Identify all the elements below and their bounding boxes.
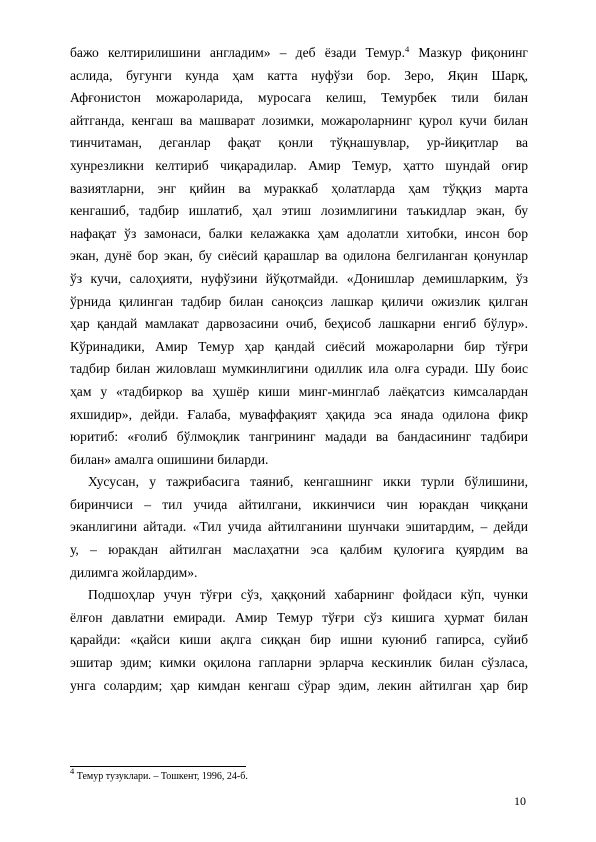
footnote-reference[interactable]: 4 (404, 44, 410, 54)
page-number: 10 (514, 794, 526, 808)
text-line: у, – юракдан айтилган маслаҳатни эса қалбим қулоғига қуярдим ва (70, 542, 528, 558)
text-line: Подшоҳлар учун тўғри сўз, ҳаққоний хабарнинг фойдаси кўп, чунки (88, 587, 528, 603)
text-line: ўрнида қилинган тадбир билан саноқсиз лашкар қиличи ожизлик қилган (70, 293, 528, 309)
text-line: эшитар эдим; кимки оқилона гапларни эрларча кескинлик билан сўзласа, (70, 655, 528, 671)
text-line: Кўринадики, Амир Темур ҳар қандай сиёсий можароларни бир тўғри (70, 338, 528, 354)
text-line: экан, дунё бор экан, бу сиёсий қарашлар ва одилона белгиланган қонунлар (70, 248, 528, 264)
text-line: айтганда, кенгаш ва машварат лозимки, можароларнинг қурол кучи билан (70, 112, 528, 128)
text-line: бажо келтирилишини англадим» – деб ёзади Темур.$^4$ Мазкур фиқонинг (70, 44, 528, 60)
text-line: дилимга жойлардим». (70, 564, 198, 580)
text-line: Хусусан, у тажрибасига таяниб, кенгашнинг икки турли бўлишини, (88, 474, 528, 490)
text-line: ҳам у «тадбиркор ва ҳушёр киши минг-минглаб лаёқатсиз кимсалардан (70, 383, 528, 399)
text-line: хунрезликни келтириб чиқарадилар. Амир Темур, ҳатто шундай оғир (70, 157, 528, 173)
footnote (70, 766, 528, 783)
text-line: ёлғон давлатни емиради. Амир Темур тўғри сўз кишига ҳурмат билан (70, 609, 528, 625)
text-line: тадбир билан жиловлаш мумкинлигини одиллик ила олға суради. Шу боис (70, 361, 528, 377)
text-line: Афғонистон можароларида, муросага келиш, Темурбек тили билан (70, 90, 528, 106)
text-line: қарайди: «қайси киши ақлга сиққан бир ишни куюниб гапирса, суйиб (70, 632, 528, 648)
text-line: билан» амалга ошишини биларди. (70, 451, 269, 467)
text-line: яхшидир», дейди. Ғалаба, муваффақият ҳақида эса янада одилона фикр (70, 406, 528, 422)
text-line: аслида, бугунги кунда ҳам катта нуфўзи бор. Зеро, Яқин Шарқ, (70, 67, 528, 83)
footnote-separator (70, 766, 246, 767)
footnote-marker: 4 (70, 766, 75, 776)
text-line: вазиятларни, энг қийин ва мураккаб ҳолатларда ҳам тўққиз марта (70, 180, 528, 196)
text-line: ўз кучи, салоҳияти, нуфўзини йўқотмайди. «Донишлар демишларким, ўз (70, 270, 528, 286)
text-line: кенгашиб, тадбир ишлатиб, ҳал этиш лозимлигини таъкидлар экан, бу (70, 203, 528, 219)
text-line: эканлигини айтади. «Тил учида айтилганини шунчаки эшитардим, – дейди (70, 519, 528, 535)
text-line: юритиб: «ғолиб бўлмоқлик тангрининг мадади ва бандасининг тадбири (70, 429, 528, 445)
text-line: тинчитаман, деганлар фақат қонли тўқнашувлар, ур-йиқитлар ва (70, 135, 528, 151)
text-line: унга солардим; ҳар кимдан кенгаш сўрар эдим, лекин айтилган ҳар бир (70, 677, 528, 693)
body-text (70, 42, 528, 697)
text-line: биринчиси – тил учида айтилгани, иккинчиси чин юракдан чиққани (70, 496, 528, 512)
text-line: нафақат ўз замонаси, балки келажакка ҳам адолатли хитобки, инсон бор (70, 225, 528, 241)
footnote-text: Темур тузуклари. – Тошкент, 1996, 24-б. (74, 771, 248, 782)
text-line: ҳар қандай мамлакат дарвозасини очиб, беҳисоб лашкарни енгиб бўлур». (70, 316, 528, 332)
